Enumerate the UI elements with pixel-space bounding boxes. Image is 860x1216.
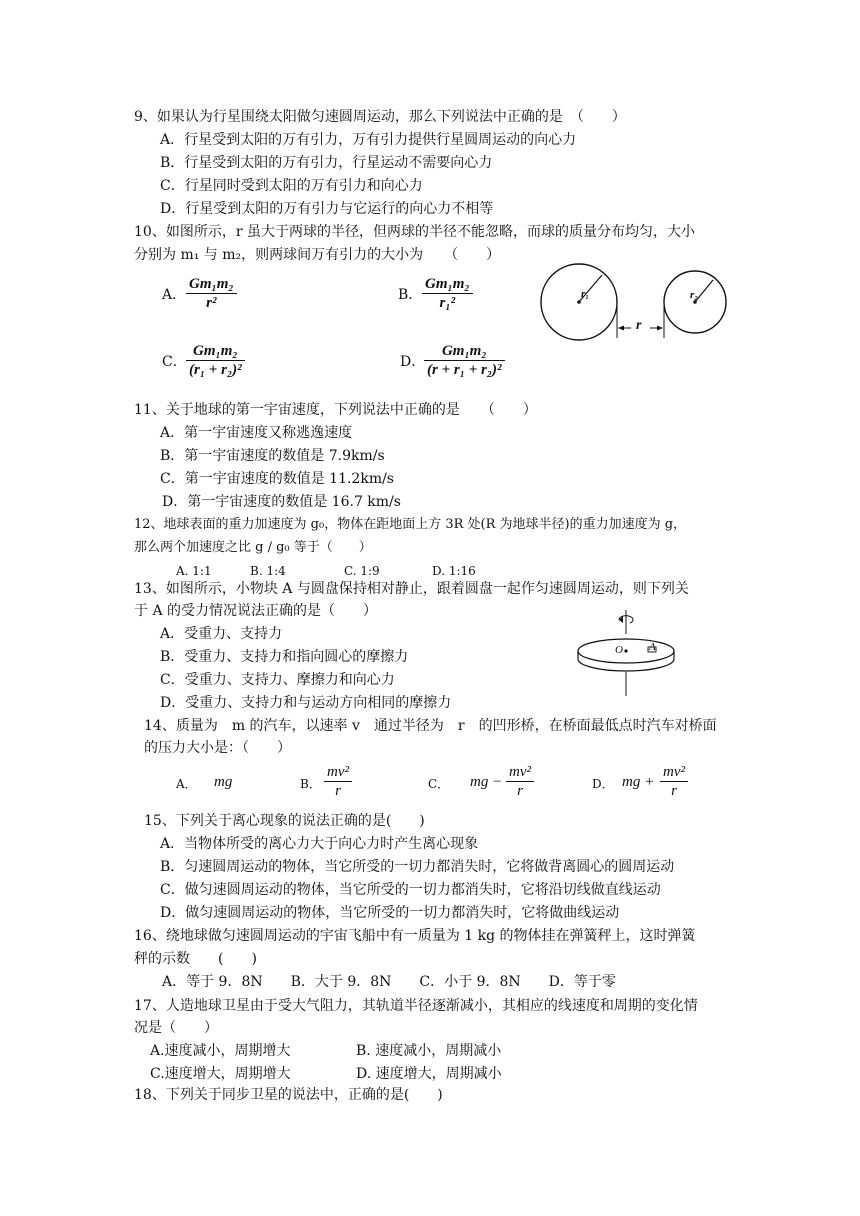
q15-option-b: B．匀速圆周运动的物体，当它所受的一切力都消失时，它将做背离圆心的圆周运动 — [160, 859, 675, 875]
q11-option-a: A．第一宇宙速度又称逃逸速度 — [160, 425, 353, 441]
q16-stem-line1: 16、绕地球做匀速圆周运动的宇宙飞船中有一质量为 1 kg 的物体挂在弹簧秤上，这时弹簧 — [134, 928, 696, 944]
rotating-disc-figure — [572, 606, 684, 706]
q12-stem-line2: 那么两个加速度之比 g / g₀ 等于（ ） — [134, 540, 372, 555]
q12-option-c: C. 1:9 — [344, 564, 380, 578]
q10-formula-b-numerator: Gm₁m₂ — [425, 276, 470, 292]
q13-option-c: C．受重力、支持力、摩擦力和向心力 — [160, 672, 395, 688]
q14-label-b: B． — [300, 777, 321, 791]
q14-formula-d-denominator: r — [660, 781, 688, 800]
q9-option-c: C．行星同时受到太阳的万有引力和向心力 — [160, 178, 423, 194]
q14-label-d: D． — [592, 777, 614, 791]
q11-option-c: C．第一宇宙速度的数值是 11.2km/s — [160, 471, 394, 487]
q10-formula-c-numerator: Gm₁m₂ — [193, 343, 238, 359]
gap-arrowhead-left — [618, 326, 624, 331]
fig-label-r2: r₂ — [690, 289, 699, 301]
q17-option-a: A.速度减小，周期增大 — [150, 1043, 291, 1059]
q14-label-c: C． — [428, 777, 450, 791]
q14-stem-line2: 的压力大小是：（ ） — [144, 740, 291, 756]
q10-label-d: D． — [400, 354, 426, 370]
q11-option-b: B．第一宇宙速度的数值是 7.9km/s — [160, 448, 385, 464]
q9-option-a: A．行星受到太阳的万有引力，万有引力提供行星圆周运动的向心力 — [160, 132, 577, 148]
sphere-1-center — [577, 300, 581, 304]
q10-formula-a-denominator: r² — [186, 293, 237, 312]
fig-label-a: A — [649, 641, 656, 653]
q13-stem-line2: 于 A 的受力情况说法正确的是（ ） — [134, 603, 378, 619]
q15-option-a: A．当物体所受的离心力大于向心力时产生离心现象 — [160, 836, 479, 852]
gap-arrowhead-right — [657, 326, 663, 331]
q17-stem-line1: 17、人造地球卫星由于受大气阻力，其轨道半径逐渐减小，其相应的线速度和周期的变化情 — [134, 998, 698, 1014]
q11-stem: 11、关于地球的第一宇宙速度，下列说法中正确的是 （ ） — [134, 402, 537, 418]
q10-formula-d-denominator: (r + r₁ + r₂)² — [424, 360, 505, 379]
q12-option-d: D. 1:16 — [432, 564, 476, 578]
q14-formula-b-denominator: r — [324, 781, 352, 800]
q16-options: A．等于 9．8N B．大于 9．8N C．小于 9．8N D．等于零 — [162, 974, 616, 990]
q12-option-b: B. 1:4 — [250, 564, 286, 578]
q14-stem-line1: 14、质量为 m 的汽车，以速率 v 通过半径为 r 的凹形桥，在桥面最低点时汽车对桥面 — [144, 718, 717, 734]
q14-option-c-prefix: mg − — [470, 774, 503, 790]
q14-formula-d-numerator: mv² — [663, 764, 685, 780]
q14-formula-c — [506, 763, 534, 800]
q9-option-d: D．行星受到太阳的万有引力与它运行的向心力不相等 — [160, 201, 494, 217]
q16-stem-line2: 秤的示数 ( ) — [134, 951, 257, 967]
q15-option-d: D．做匀速圆周运动的物体，当它所受的一切力都消失时，它将做曲线运动 — [160, 905, 620, 921]
fig-label-r: r — [636, 318, 642, 333]
q14-option-d-prefix: mg + — [622, 774, 655, 790]
q10-label-b: B． — [398, 287, 423, 303]
q11-option-d: D．第一宇宙速度的数值是 16.7 km/s — [162, 494, 401, 510]
q17-option-b: B. 速度减小，周期减小 — [356, 1043, 502, 1059]
q10-formula-b-denominator: r₁² — [422, 293, 473, 312]
q9-stem: 9、如果认为行星围绕太阳做匀速圆周运动，那么下列说法中正确的是 （ ） — [134, 109, 626, 125]
q10-formula-d-numerator: Gm₁m₂ — [441, 343, 487, 359]
q10-label-c: C． — [162, 354, 187, 370]
q10-label-a: A． — [162, 287, 187, 303]
q17-option-c: C.速度增大，周期增大 — [150, 1066, 291, 1082]
q13-option-b: B．受重力、支持力和指向圆心的摩擦力 — [160, 649, 409, 665]
q14-formula-b-numerator: mv² — [327, 764, 349, 780]
q13-option-a: A．受重力、支持力 — [160, 626, 283, 642]
two-spheres-figure — [536, 258, 736, 348]
q10-formula-c — [186, 342, 245, 379]
q15-option-c: C．做匀速圆周运动的物体，当它所受的一切力都消失时，它将沿切线做直线运动 — [160, 882, 661, 898]
q10-formula-b — [422, 275, 473, 312]
q13-stem-line1: 13、如图所示，小物块 A 与圆盘保持相对静止，跟着圆盘一起作匀速圆周运动，则下列关 — [134, 581, 689, 597]
q10-stem-line2: 分别为 m₁ 与 m₂，则两球间万有引力的大小为 （ ） — [134, 247, 501, 263]
q9-option-b: B．行星受到太阳的万有引力，行星运动不需要向心力 — [160, 155, 493, 171]
q14-formula-d — [660, 763, 688, 800]
q14-formula-b — [324, 763, 352, 800]
q12-option-a: A. 1:1 — [176, 564, 212, 578]
q10-formula-a — [186, 275, 237, 312]
q15-stem: 15、下列关于离心现象的说法正确的是( ) — [144, 813, 425, 829]
fig-label-o: O — [615, 644, 623, 656]
disc-center — [624, 649, 627, 652]
q10-stem-line1: 10、如图所示，r 虽大于两球的半径，但两球的半径不能忽略，而球的质量分布均匀，大小 — [134, 224, 695, 240]
fig-label-r1: r₁ — [581, 288, 590, 300]
q10-formula-c-denominator: (r₁ + r₂)² — [186, 360, 245, 379]
q12-stem-line1: 12、地球表面的重力加速度为 g₀，物体在距地面上方 3R 处(R 为地球半径)的重力加速度为 g， — [134, 517, 687, 532]
q10-formula-a-numerator: Gm₁m₂ — [189, 276, 234, 292]
q13-option-d: D．受重力、支持力和与运动方向相同的摩擦力 — [160, 695, 452, 711]
q14-option-a: mg — [214, 774, 233, 790]
q17-stem-line2: 况是（ ） — [134, 1020, 218, 1036]
q14-formula-c-denominator: r — [506, 781, 534, 800]
q10-formula-d — [424, 342, 505, 379]
q18-stem: 18、下列关于同步卫星的说法中，正确的是( ) — [134, 1087, 443, 1103]
q14-formula-c-numerator: mv² — [509, 764, 531, 780]
q17-option-d: D. 速度增大，周期减小 — [356, 1066, 502, 1082]
q14-label-a: A． — [176, 777, 197, 791]
